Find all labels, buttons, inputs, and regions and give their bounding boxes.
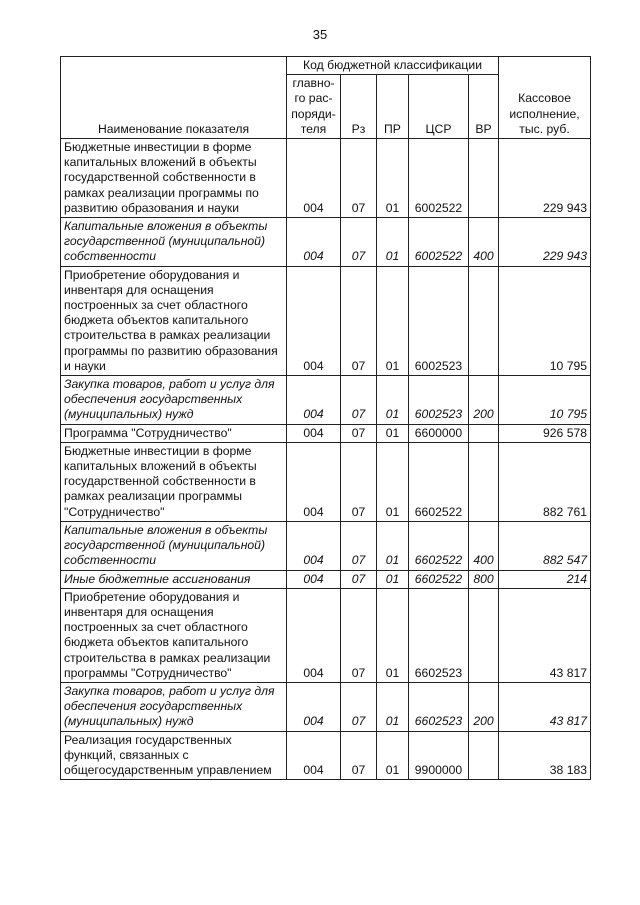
header-name: Наименование показателя [61, 57, 287, 139]
page-number: 35 [312, 27, 328, 42]
cell-amount: 214 [499, 570, 591, 588]
cell-rz: 07 [341, 588, 377, 682]
table-row [61, 376, 591, 425]
cell-pr: 01 [377, 570, 409, 588]
cell-rz: 07 [341, 139, 377, 218]
cell-amount: 43 817 [499, 588, 591, 682]
cell-name: Реализация государственных функций, связанных с общегосударственным управлением [61, 731, 287, 780]
cell-main: 004 [287, 139, 341, 218]
cell-main: 004 [287, 521, 341, 570]
table-header [61, 57, 591, 139]
cell-vr: 200 [469, 376, 499, 425]
cell-vr [469, 139, 499, 218]
table-row [61, 139, 591, 218]
cell-rz: 07 [341, 376, 377, 425]
table-row [61, 521, 591, 570]
cell-vr [469, 424, 499, 442]
cell-vr: 800 [469, 570, 499, 588]
cell-vr: 200 [469, 682, 499, 731]
cell-name: Программа "Сотрудничество" [61, 424, 287, 442]
header-csr: ЦСР [409, 75, 469, 139]
cell-csr: 6002522 [409, 139, 469, 218]
cell-main: 004 [287, 588, 341, 682]
table-row [61, 588, 591, 682]
cell-rz: 07 [341, 266, 377, 375]
cell-pr: 01 [377, 218, 409, 267]
cell-amount: 926 578 [499, 424, 591, 442]
cell-name: Закупка товаров, работ и услуг для обеспечения государственных (муниципальных) нужд [61, 682, 287, 731]
cell-csr: 9900000 [409, 731, 469, 780]
cell-pr: 01 [377, 376, 409, 425]
cell-name: Иные бюджетные ассигнования [61, 570, 287, 588]
cell-amount: 43 817 [499, 682, 591, 731]
cell-vr [469, 588, 499, 682]
cell-vr [469, 266, 499, 375]
cell-rz: 07 [341, 682, 377, 731]
cell-name: Капитальные вложения в объекты государственной (муниципальной) собственности [61, 521, 287, 570]
table-row [61, 731, 591, 780]
cell-csr: 6002523 [409, 376, 469, 425]
cell-csr: 6602522 [409, 521, 469, 570]
cell-vr [469, 731, 499, 780]
header-vr: ВР [469, 75, 499, 139]
cell-main: 004 [287, 218, 341, 267]
table-row [61, 218, 591, 267]
cell-amount: 882 547 [499, 521, 591, 570]
header-main-manager: главно-го рас-поряди-теля [287, 75, 341, 139]
cell-pr: 01 [377, 424, 409, 442]
table-row [61, 570, 591, 588]
cell-name: Капитальные вложения в объекты государственной (муниципальной) собственности [61, 218, 287, 267]
table-row [61, 442, 591, 521]
cell-csr: 6600000 [409, 424, 469, 442]
header-code-group: Код бюджетной классификации [287, 57, 499, 75]
cell-main: 004 [287, 442, 341, 521]
cell-rz: 07 [341, 442, 377, 521]
cell-amount: 882 761 [499, 442, 591, 521]
cell-name: Приобретение оборудования и инвентаря для оснащения построенных за счет областного бюджета объектов капитального строительства в рамках реализации программы "Сотрудничество" [61, 588, 287, 682]
table-row [61, 266, 591, 375]
cell-pr: 01 [377, 682, 409, 731]
cell-vr [469, 442, 499, 521]
cell-amount: 229 943 [499, 218, 591, 267]
cell-name: Бюджетные инвестиции в форме капитальных вложений в объекты государственной собственности в рамках реализации программы по развитию образования и науки [61, 139, 287, 218]
cell-rz: 07 [341, 218, 377, 267]
cell-pr: 01 [377, 442, 409, 521]
cell-name: Приобретение оборудования и инвентаря для оснащения построенных за счет областного бюджета объектов капитального строительства в рамках реализации программы по развитию образования и науки [61, 266, 287, 375]
header-pr: ПР [377, 75, 409, 139]
header-rz: Рз [341, 75, 377, 139]
cell-rz: 07 [341, 424, 377, 442]
cell-csr: 6002522 [409, 218, 469, 267]
cell-name: Бюджетные инвестиции в форме капитальных вложений в объекты государственной собственности в рамках реализации программы "Сотрудничество" [61, 442, 287, 521]
cell-main: 004 [287, 570, 341, 588]
cell-amount: 10 795 [499, 376, 591, 425]
cell-vr: 400 [469, 521, 499, 570]
cell-csr: 6002523 [409, 266, 469, 375]
cell-main: 004 [287, 424, 341, 442]
cell-pr: 01 [377, 521, 409, 570]
header-amount: Кассовое исполнение, тыс. руб. [499, 57, 591, 139]
cell-rz: 07 [341, 570, 377, 588]
cell-csr: 6602523 [409, 588, 469, 682]
cell-main: 004 [287, 682, 341, 731]
table-row [61, 424, 591, 442]
cell-csr: 6602522 [409, 570, 469, 588]
cell-main: 004 [287, 376, 341, 425]
cell-amount: 10 795 [499, 266, 591, 375]
cell-rz: 07 [341, 521, 377, 570]
cell-csr: 6602522 [409, 442, 469, 521]
cell-csr: 6602523 [409, 682, 469, 731]
cell-pr: 01 [377, 588, 409, 682]
cell-pr: 01 [377, 266, 409, 375]
cell-pr: 01 [377, 731, 409, 780]
table-row [61, 682, 591, 731]
cell-name: Закупка товаров, работ и услуг для обеспечения государственных (муниципальных) нужд [61, 376, 287, 425]
table-body [61, 139, 591, 780]
cell-vr: 400 [469, 218, 499, 267]
cell-pr: 01 [377, 139, 409, 218]
cell-rz: 07 [341, 731, 377, 780]
cell-amount: 38 183 [499, 731, 591, 780]
cell-main: 004 [287, 731, 341, 780]
cell-amount: 229 943 [499, 139, 591, 218]
cell-main: 004 [287, 266, 341, 375]
budget-table [60, 56, 591, 780]
